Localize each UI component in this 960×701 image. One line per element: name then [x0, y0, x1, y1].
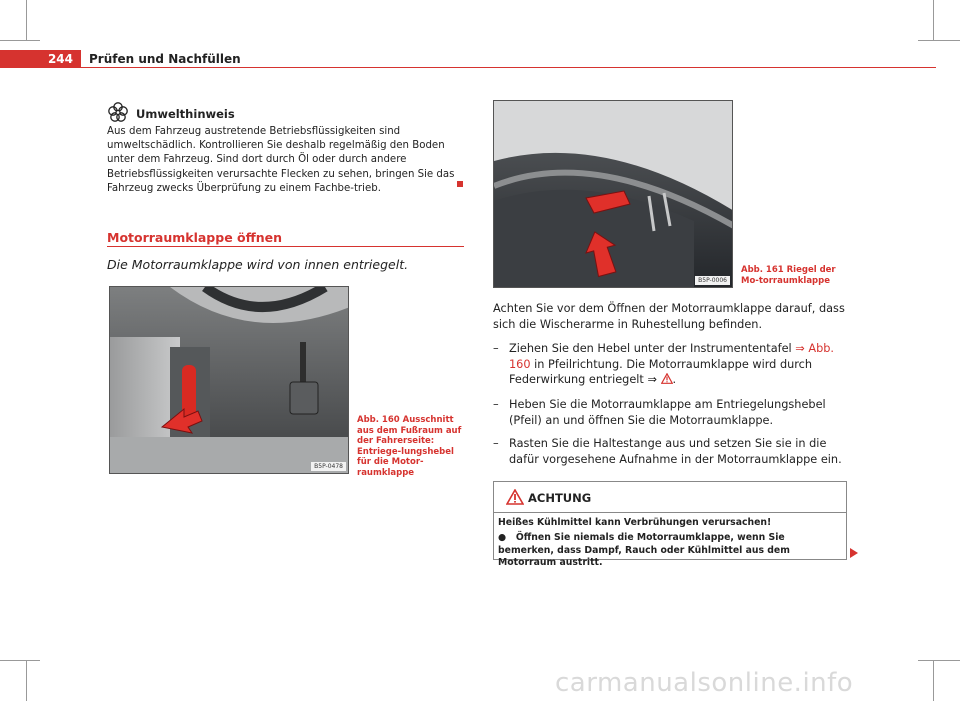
intro-paragraph: Achten Sie vor dem Öffnen der Motorraumklappe darauf, dass sich die Wischerarme in Ruhestellung befinden.	[493, 302, 845, 331]
figure-hood-latch	[493, 100, 733, 288]
crop-mark	[933, 0, 934, 40]
list-dash: –	[493, 437, 499, 450]
env-note-title: Umwelthinweis	[136, 107, 235, 121]
warning-text: Heißes Kühlmittel kann Verbrühungen verursachen!	[498, 517, 772, 528]
figure-code: B5P-0006	[695, 276, 730, 285]
list-dash: –	[493, 342, 499, 355]
figure-footwell	[109, 286, 349, 474]
crop-mark	[0, 660, 40, 661]
list-item	[509, 341, 854, 388]
section-subtitle: Die Motorraumklappe wird von innen entriegelt.	[107, 257, 409, 272]
figure-caption: Abb. 161 Riegel der Mo-torraumklappe	[741, 265, 836, 286]
figure-reference-link[interactable]: ⇒ Abb. 160	[509, 342, 834, 371]
crop-mark	[933, 661, 934, 701]
crop-mark	[918, 40, 960, 41]
figure-caption: Abb. 160 Ausschnitt aus dem Fußraum auf der Fahrerseite: Entriege-lungshebel für die Motor-raumklappe	[357, 415, 462, 478]
crop-mark	[26, 661, 27, 701]
crop-mark	[0, 40, 40, 41]
watermark: carmanualsonline.info	[555, 668, 854, 698]
end-marker	[457, 181, 463, 187]
section-divider	[107, 246, 464, 247]
list-item: Rasten Sie die Haltestange aus und setzen Sie sie in die dafür vorgesehene Aufnahme in der Motorraumklappe ein.	[509, 437, 842, 466]
step-text: Ziehen Sie den Hebel unter der Instrumententafel	[509, 342, 796, 355]
page-number: 244	[0, 50, 81, 68]
page-title: Prüfen und Nachfüllen	[89, 52, 241, 66]
warning-icon[interactable]	[661, 373, 673, 384]
warning-triangle-icon	[506, 489, 524, 505]
warning-title: ACHTUNG	[528, 491, 592, 505]
env-note-text: Aus dem Fahrzeug austretende Betriebsflüssigkeiten sind umweltschädlich. Kontrollieren Sie deshalb regelmäßig den Boden unter dem Fahrzeug. Sind dort durch Öl oder durch andere Betriebsflüssigkeiten verursachte Flecken zu sehen, bringen Sie das Fahrzeug zwecks Überprüfung zu einem Fachbe-trieb.	[107, 126, 455, 194]
figure-code: B5P-0478	[311, 462, 346, 471]
list-dash: –	[493, 398, 499, 411]
hood-latch-illustration	[494, 101, 733, 288]
warning-bullet-text	[498, 532, 843, 570]
crop-mark	[918, 660, 960, 661]
crop-mark	[26, 0, 27, 40]
list-item: Heben Sie die Motorraumklappe am Entriegelungshebel (Pfeil) an und öffnen Sie die Motorraumklappe.	[509, 398, 826, 427]
flower-icon	[107, 101, 129, 123]
continue-arrow-icon	[850, 548, 858, 558]
section-title: Motorraumklappe öffnen	[107, 230, 283, 245]
bullet: ●	[498, 532, 507, 543]
step-text: .	[672, 373, 677, 386]
header-divider	[81, 67, 936, 68]
warning-bullet-content: Öffnen Sie niemals die Motorraumklappe, wenn Sie bemerken, dass Dampf, Rauch oder Kühlmittel aus dem Motorraum austritt.	[498, 532, 790, 568]
step-text: in Pfeilrichtung. Die Motorraumklappe wird durch Federwirkung entriegelt ⇒	[509, 357, 813, 386]
footwell-illustration	[110, 287, 349, 474]
warning-header	[494, 482, 846, 513]
warning-box	[493, 481, 847, 568]
